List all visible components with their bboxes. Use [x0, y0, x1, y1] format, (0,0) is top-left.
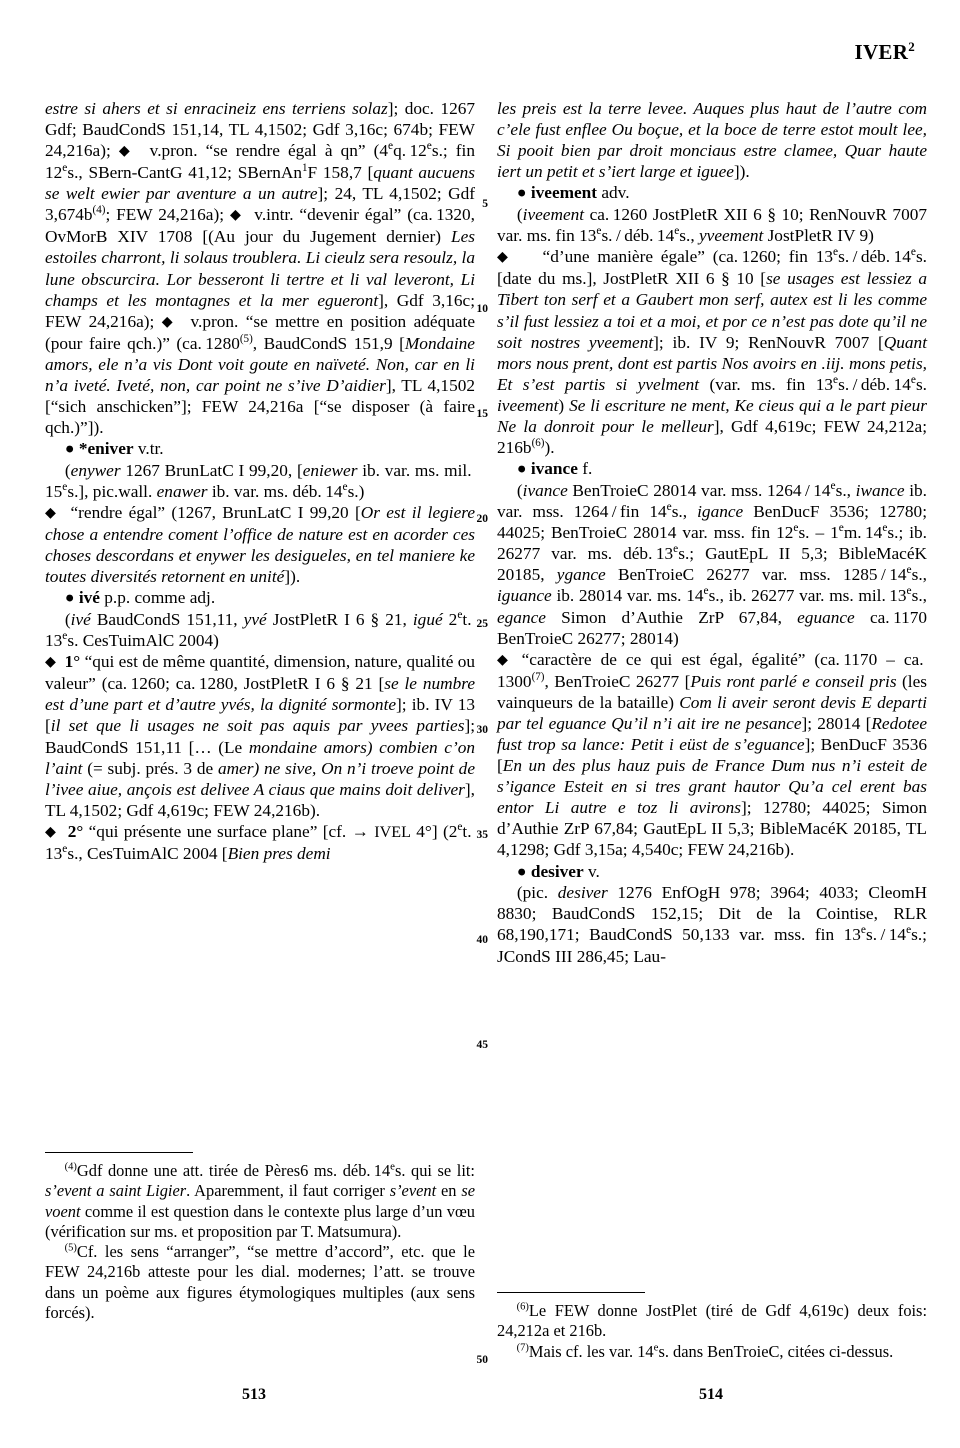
line-number-35: 35 [476, 829, 488, 841]
entry-para-p-eniver-forms: (enywer 1267 BrunLatC I 99,20, [eniewer ib. var. ms. mil. 15es.], pic.wall. enawer ib. var. ms. déb. 14es.) [45, 460, 475, 501]
column-left [45, 98, 475, 864]
entry-para-p-eniver-sense: ◆ “rendre égal” (1267, BrunLatC I 99,20 [Or est il legiere chose a entendre coment l’office de nature est en acorder ces choses descordans et enywer les desigueles, en tel maniere ke toutes diversités retornent en unité]). [45, 503, 475, 587]
line-number-30: 30 [476, 724, 488, 736]
entry-para-p-ive-sense2: ◆ 2° “qui présente une surface plane” [cf. → IVEL 4°] (2et. 13es., CesTuimAlC 2004 [Bien pres demi [45, 821, 476, 864]
running-head-word: IVER [854, 40, 909, 64]
line-number-45: 45 [476, 1039, 488, 1051]
entry-para-p-ive-head: ● ivé p.p. comme adj. [64, 588, 216, 608]
entry-para-p-desiver-head: ● desiver v. [516, 861, 600, 881]
footnote-fn7: $^{(7)}$Mais cf. les var. 14es. dans BenTroieC, citées ci-dessus. [516, 1341, 894, 1361]
footnote-fn5: $^{(5)}$Cf. les sens “arranger”, “se mettre d’accord”, etc. que le FEW 24,216b atteste pour les dial. modernes; l’att. se trouve dans un poème aux figures étymologiques multiples (aux sens forcés). [45, 1242, 475, 1323]
entry-para-p-iveement-sense: ◆ “d’une manière égale” (ca. 1260; fin 13es. / déb. 14es. [date du ms.], JostPletR XII 6 § 10 [se usages est lessiez a Tibert ton serf et a Gaubert mon serf, autex est li les comme s’il fust lessiez a toi et a moi, et por ce n’est pas dote qu’il ne soit nostres yveement]; ib. IV 9; RenNouvR 7007 [Quant mors nous prent, dont est partis Nos avoirs en .iij. mons petis, Et s’est partis si yvelment (var. ms. fin 13es. / déb. 14es. iveement) Se li escriture ne ment, Ke cieus qui a le part pieur Ne la donroit pour le melleur], Gdf 4,619c; FEW 24,212a; $216b^{(6)}$). [497, 246, 927, 458]
footnotes-right [497, 1292, 927, 1362]
line-number-15: 15 [476, 408, 488, 420]
column-right [497, 98, 927, 967]
footnote-rule-right [497, 1292, 645, 1293]
entry-para-p-esmerer-cont: estre si ahers et si enracineiz ens terriens solaz]; doc. 1267 Gdf; BaudCondS 151,14, TL 4,1502; Gdf 3,16c; 674b; FEW 24,216a); ◆ v.pron. “se rendre égal à qn” (4eq. 12es.; fin 12es., SBern-CantG 41,12; SBernAn$^1$F 158,7 [quant aucuens se welt ewier par aventure a un autre]; 24, TL 4,1502; Gdf $3,674b^{(4)}$; FEW 24,216a); ◆ v.intr. “devenir égal” (ca. 1320, OvMorB XIV 1708 [(Au jour du Jugement dernier) Les estoiles charront, li solaus troublera. Li cieulz sera resoulz, la lune obscurcira. Lor besseront li tertre et li val leveront, Li champs et les montagnes et la mer egueront], Gdf 3,16c; FEW 24,216a); ◆ v.pron. “se mettre en position adéquate (pour faire qch.)” (ca. 1280$^{(5)}$, BaudCondS 151,9 [Mondaine amors, ele n’a vis Dont voit goute en naïveté. Non, car en li n’a iveté. Iveté, non, car point ne s’ive D’aidier], TL 4,1502 [“sich anschicken”]; FEW 24,216a [“se disposer (à faire qch.)”]). [45, 99, 476, 438]
running-head-superscript: 2 [908, 39, 915, 54]
line-number-20: 20 [476, 513, 488, 525]
entry-para-p-ivel-cont: les preis est la terre levee. Auques plus haut de l’autre com c’ele fust enflee Ou boçue, et la boce de terre estot moult lee, Si pooit bien par droit monciaus estre clamee, Quar haute iert un petit et s’iert large et iguee]). [497, 99, 927, 182]
line-number-50: 50 [476, 1354, 488, 1366]
footnotes-left [45, 1152, 475, 1323]
entry-para-p-iveement-forms: (iveement ca. 1260 JostPletR XII 6 § 10; RenNouvR 7007 var. ms. fin 13es. / déb. 14es., yveement JostPletR IV 9) [497, 205, 927, 246]
entry-para-p-iveement-head: ● iveement adv. [516, 183, 630, 203]
entry-para-p-ive-forms: (ivé BaudCondS 151,11, yvé JostPletR I 6 § 21, igué 2et. 13es. CesTuimAlC 2004) [45, 609, 475, 651]
footnote-fn6: $^{(6)}$Le FEW donne JostPlet (tiré de Gdf 4,619c) deux fois: 24,212a et 216b. [497, 1301, 927, 1341]
line-number-5: 5 [482, 198, 488, 210]
entry-para-p-ivance-head: ● ivance f. [516, 459, 593, 479]
running-head [854, 40, 915, 65]
entry-para-p-ive-sense1: ◆ 1° “qui est de même quantité, dimension, nature, qualité ou valeur” (ca. 1260; ca. 1280, JostPletR I 6 § 21 [se le numbre est d’une part et d’autre yvés, la dignité sormonte]; ib. IV 13 [il set que li usages ne soit pas aquis par yvees parties]; BaudCondS 151,11 [… (Le mondaine amors) combien c’on l’aint (= subj. prés. 3 de amer) ne sive, On n’i troeve point de l’ivee aiue, ançois est delivee A ciaus que mains doit deliver], TL 4,1502; Gdf 4,619c; FEW 24,216b). [45, 652, 476, 820]
line-number-25: 25 [476, 618, 488, 630]
page-number-right: 514 [699, 1386, 723, 1403]
footnote-fn4: $^{(4)}$Gdf donne une att. tirée de Pères6 ms. déb. 14es. qui se lit: s’event a saint Ligier. Aparemment, il faut corriger s’event en se voent comme il est question dans le contexte plus large d’un vœu (vérification sur ms. et proposition par T. Matsumura). [45, 1160, 475, 1241]
footnote-rule-left [45, 1152, 193, 1153]
line-number-10: 10 [476, 303, 488, 315]
entry-para-p-eniver-head: ● *eniver v.tr. [64, 439, 164, 459]
entry-para-p-desiver-forms: (pic. desiver 1276 EnfOgH 978; 3964; 4033; CleomH 8830; BaudCondS 152,15; Dit de la Cointise, RLR 68,190,171; BaudCondS 50,133 var. mss. fin 13es. / 14es.; JCondS III 286,45; Lau- [497, 883, 927, 966]
page-number-left: 513 [242, 1386, 266, 1403]
entry-para-p-ivance-sense: ◆ “caractère de ce qui est égal, égalité” (ca. 1170 – ca. 1300$^{(7)}$, BenTroieC 26277 [Puis ront parlé e conseil pris (les vainqueurs de la bataille) Com li aveir seront devis E departi par tel eguance Qu’il n’i ait ire ne pesance]; 28014 [Redotee fust trop sa lance: Petit i eüst de s’eguance]; BenDucF 3536 [En un des plus hauz puis de France Dum nus n’i esteit de s’igance Esteit en si tres grant hautor Qu’a cel erent bas entor Li autre e toz li avirons]; 12780; 44025; Simon d’Authie ZrP 67,84; GautEpL II 5,3; BibleMacéK 20185, TL 4,1298; Gdf 3,15a; 4,540c; FEW 24,216b). [497, 649, 928, 860]
line-number-40: 40 [476, 934, 488, 946]
entry-para-p-ivance-forms: (ivance BenTroieC 28014 var. mss. 1264 / 14es., iwance ib. var. mss. 1264 / fin 14es., igance BenDucF 3536; 12780; 44025; BenTroieC 28014 var. mss. fin 12es. – 1em. 14es.; ib. 26277 var. ms. déb. 13es.; GautEpL II 5,3; BibleMacéK 20185, ygance BenTroieC 26277 var. mss. 1285 / 14es., iguance ib. 28014 var. ms. 14es., ib. 26277 var. ms. mil. 13es., egance Simon d’Authie ZrP 67,84, eguance ca. 1170 BenTroieC 26277; 28014) [497, 480, 928, 648]
